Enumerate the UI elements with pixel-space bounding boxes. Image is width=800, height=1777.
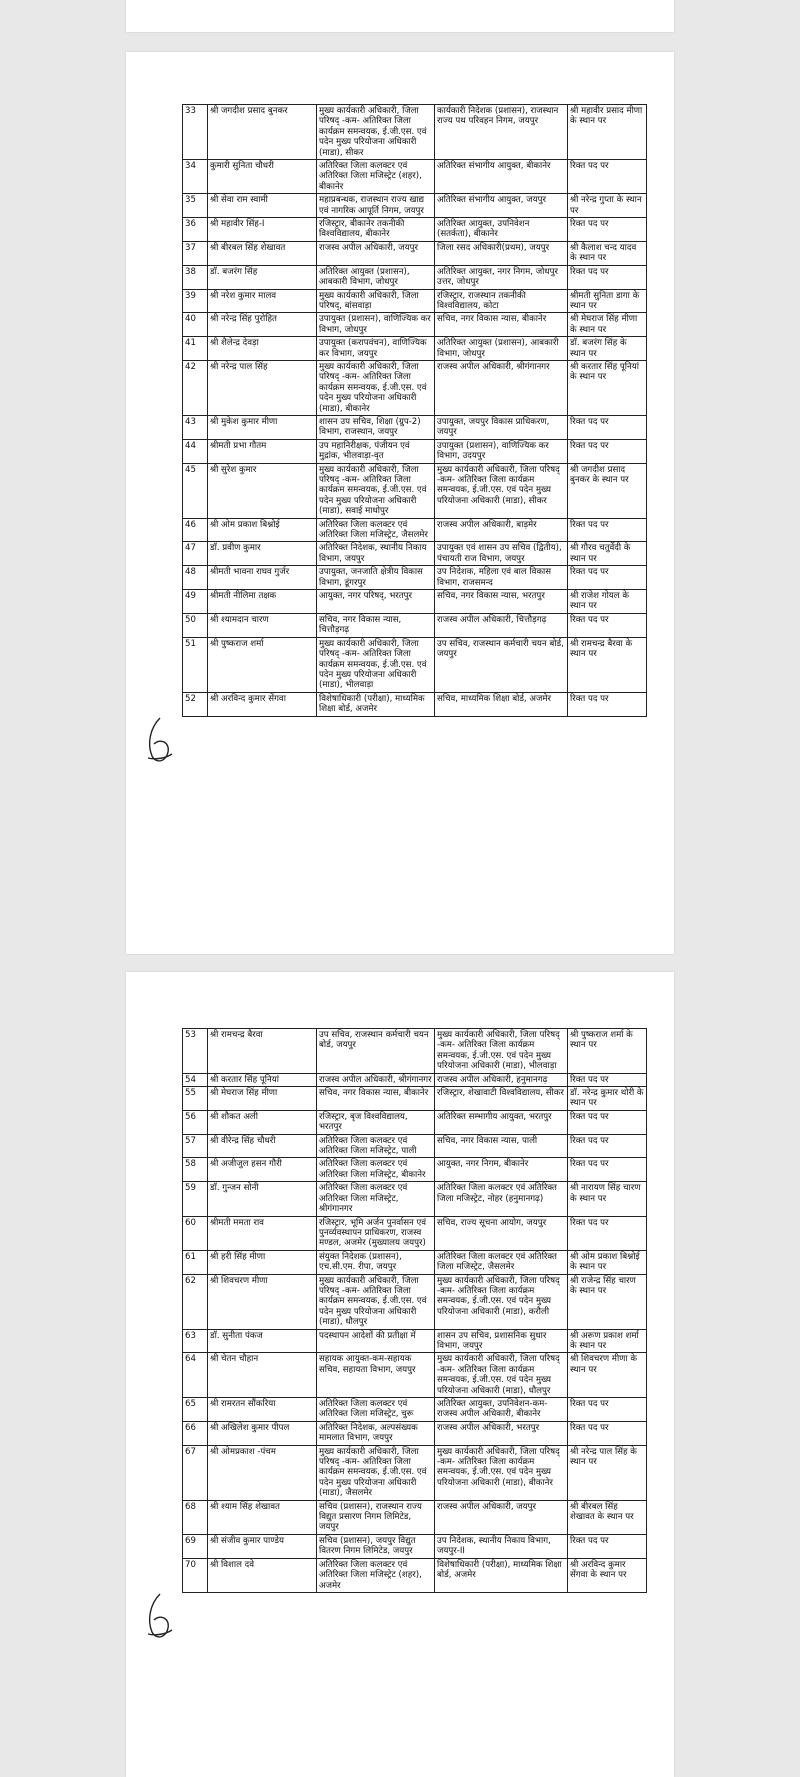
officer-name-cell: श्री सुरेश कुमार [208, 463, 317, 518]
new-posting-cell: उपायुक्त एवं शासन उप सचिव (द्वितीय), पंचायती राज विभाग, जयपुर [435, 542, 568, 566]
officer-name-cell: श्री महावीर सिंह-I [208, 218, 317, 242]
table-row [183, 1398, 647, 1422]
replacement-note-cell: श्री नरेन्द्र पाल सिंह के स्थान पर [568, 1445, 647, 1500]
replacement-note-cell: श्री शिवचरण मीणा के स्थान पर [568, 1353, 647, 1398]
officer-name-cell: श्री रामचन्द्र बैरवा [208, 1029, 317, 1074]
new-posting-cell: सचिव, नगर विकास न्यास, पाली [435, 1134, 568, 1158]
replacement-note-cell: श्री गौरव चतुर्वेदी के स्थान पर [568, 542, 647, 566]
officer-name-cell: श्री ओम प्रकाश बिश्नोई [208, 518, 317, 542]
serial-number-cell: 54 [183, 1073, 208, 1086]
officer-name-cell: श्रीमती प्रभा गौतम [208, 439, 317, 463]
table-row [183, 337, 647, 361]
replacement-note-cell: श्री राजेन्द्र सिंह चारण के स्थान पर [568, 1274, 647, 1329]
current-posting-cell: उपायुक्त (करापवंचन), वाणिज्यिक कर विभाग, जयपुर [317, 337, 435, 361]
table-row [183, 313, 647, 337]
table-row [183, 415, 647, 439]
officer-name-cell: श्री शैलेन्द्र देवड़ा [208, 337, 317, 361]
serial-number-cell: 33 [183, 105, 208, 160]
new-posting-cell: रजिस्ट्रार, राजस्थान तकनीकी विश्वविद्यालय, कोटा [435, 289, 568, 313]
current-posting-cell: अतिरिक्त निदेशक, स्थानीय निकाय विभाग, जयपुर [317, 542, 435, 566]
replacement-note-cell: रिक्त पद पर [568, 1534, 647, 1558]
replacement-note-cell: श्री नरेन्द्र गुप्ता के स्थान पर [568, 194, 647, 218]
serial-number-cell: 69 [183, 1534, 208, 1558]
officer-name-cell: श्री अजीजुल हसन गौरी [208, 1158, 317, 1182]
officer-name-cell: श्री सेवा राम स्वामी [208, 194, 317, 218]
new-posting-cell: अतिरिक्त आयुक्त (प्रशासन), आबकारी विभाग, जोधपुर [435, 337, 568, 361]
current-posting-cell: मुख्य कार्यकारी अधिकारी, जिला परिषद् -कम- अतिरिक्त जिला कार्यक्रम समन्वयक, ई.जी.एस. एवं पदेन मुख्य परियोजना अधिकारी (माडा), धौलपुर [317, 1274, 435, 1329]
serial-number-cell: 60 [183, 1216, 208, 1250]
officer-name-cell: श्री श्याम सिंह शेखावत [208, 1500, 317, 1534]
table-row [183, 1158, 647, 1182]
current-posting-cell: संयुक्त निदेशक (प्रशासन), एच.सी.एम. रीपा, जयपुर [317, 1250, 435, 1274]
replacement-note-cell: रिक्त पद पर [568, 218, 647, 242]
current-posting-cell: अतिरिक्त जिला कलक्टर एवं अतिरिक्त जिला मजिस्ट्रेट, चुरू [317, 1398, 435, 1422]
table-row [183, 590, 647, 614]
serial-number-cell: 41 [183, 337, 208, 361]
signature-mark [142, 714, 176, 768]
new-posting-cell: सचिव, माध्यमिक शिक्षा बोर्ड, अजमेर [435, 692, 568, 716]
table-row [183, 1534, 647, 1558]
table-row [183, 1134, 647, 1158]
serial-number-cell: 37 [183, 241, 208, 265]
current-posting-cell: अतिरिक्त जिला कलक्टर एवं अतिरिक्त जिला मजिस्ट्रेट, पाली [317, 1134, 435, 1158]
officer-name-cell: श्री करतार सिंह पूनियां [208, 1073, 317, 1086]
new-posting-cell: राजस्व अपील अधिकारी, जयपुर [435, 1500, 568, 1534]
new-posting-cell: अतिरिक्त आयुक्त, उपनिवेशन-कम-राजस्व अपील अधिकारी, बीकानेर [435, 1398, 568, 1422]
officer-name-cell: श्री नरेन्द्र पाल सिंह [208, 360, 317, 415]
replacement-note-cell: रिक्त पद पर [568, 613, 647, 637]
serial-number-cell: 65 [183, 1398, 208, 1422]
officer-name-cell: श्री ओमप्रकाश -पंचम [208, 1445, 317, 1500]
new-posting-cell: अतिरिक्त आयुक्त, उपनिवेशन (सतर्कता), बीकानेर [435, 218, 568, 242]
new-posting-cell: मुख्य कार्यकारी अधिकारी, जिला परिषद् -कम- अतिरिक्त जिला कार्यक्रम समन्वयक, ई.जी.एस. एवं पदेन मुख्य परियोजना अधिकारी (माडा), भीलवाड़ा [435, 1029, 568, 1074]
new-posting-cell: अतिरिक्त जिला कलक्टर एवं अतिरिक्त जिला मजिस्ट्रेट, नोहर (हनुमानगढ़) [435, 1182, 568, 1216]
new-posting-cell: मुख्य कार्यकारी अधिकारी, जिला परिषद् -कम- अतिरिक्त जिला कार्यक्रम समन्वयक, ई.जी.एस. एवं पदेन मुख्य परियोजना अधिकारी (माडा), सीकर [435, 463, 568, 518]
table-row [183, 463, 647, 518]
serial-number-cell: 68 [183, 1500, 208, 1534]
serial-number-cell: 56 [183, 1110, 208, 1134]
replacement-note-cell: रिक्त पद पर [568, 1110, 647, 1134]
new-posting-cell: राजस्व अपील अधिकारी, बाड़मेर [435, 518, 568, 542]
new-posting-cell: अतिरिक्त आयुक्त, नगर निगम, जोधपुर उत्तर, जोधपुर [435, 265, 568, 289]
replacement-note-cell: श्री कैलाश चन्द यादव के स्थान पर [568, 241, 647, 265]
replacement-note-cell: श्री बीरबल सिंह शेखावत के स्थान पर [568, 1500, 647, 1534]
replacement-note-cell: रिक्त पद पर [568, 1158, 647, 1182]
current-posting-cell: उप सचिव, राजस्थान कर्मचारी चयन बोर्ड, जयपुर [317, 1029, 435, 1074]
replacement-note-cell: श्री राजेश गोयल के स्थान पर [568, 590, 647, 614]
document-page-1 [126, 52, 674, 954]
current-posting-cell: उपायुक्त (प्रशासन), वाणिज्यिक कर विभाग, जोधपुर [317, 313, 435, 337]
officer-name-cell: श्रीमती नीलिमा तक्षक [208, 590, 317, 614]
current-posting-cell: अतिरिक्त निदेशक, अल्पसंख्यक मामलात विभाग, जयपुर [317, 1421, 435, 1445]
officer-name-cell: श्री शिवचरण मीणा [208, 1274, 317, 1329]
table-row [183, 218, 647, 242]
current-posting-cell: मुख्य कार्यकारी अधिकारी, जिला परिषद् -कम- अतिरिक्त जिला कार्यक्रम समन्वयक, ई.जी.एस. एवं पदेन मुख्य परियोजना अधिकारी (माडा), भीलवाड़ा [317, 637, 435, 692]
new-posting-cell: उप निदेशक, महिला एवं बाल विकास विभाग, राजसमन्द [435, 566, 568, 590]
officer-name-cell: श्री वीरेन्द्र सिंह चौधरी [208, 1134, 317, 1158]
serial-number-cell: 57 [183, 1134, 208, 1158]
table-row [183, 439, 647, 463]
replacement-note-cell: श्री नारायण सिंह चारण के स्थान पर [568, 1182, 647, 1216]
table-row [183, 1329, 647, 1353]
serial-number-cell: 64 [183, 1353, 208, 1398]
table-row [183, 566, 647, 590]
serial-number-cell: 35 [183, 194, 208, 218]
serial-number-cell: 63 [183, 1329, 208, 1353]
officer-name-cell: श्री नरेन्द्र सिंह पुरोहित [208, 313, 317, 337]
serial-number-cell: 49 [183, 590, 208, 614]
new-posting-cell: राजस्व अपील अधिकारी, हनुमानगढ़ [435, 1073, 568, 1086]
current-posting-cell: महाप्रबन्धक, राजस्थान राज्य खाद्य एवं नागरिक आपूर्ति निगम, जयपुर [317, 194, 435, 218]
replacement-note-cell: श्री जगदीश प्रसाद बुनकर के स्थान पर [568, 463, 647, 518]
table-row [183, 194, 647, 218]
serial-number-cell: 70 [183, 1558, 208, 1592]
current-posting-cell: मुख्य कार्यकारी अधिकारी, जिला परिषद् -कम- अतिरिक्त जिला कार्यक्रम समन्वयक, ई.जी.एस. एवं पदेन मुख्य परियोजना अधिकारी (माडा), जैसलमेर [317, 1445, 435, 1500]
table-row [183, 105, 647, 160]
table-row [183, 265, 647, 289]
transfer-table-page-2 [182, 1028, 647, 1593]
new-posting-cell: शासन उप सचिव, प्रशासनिक सुधार विभाग, जयपुर [435, 1329, 568, 1353]
table-row [183, 1274, 647, 1329]
serial-number-cell: 58 [183, 1158, 208, 1182]
officer-name-cell: श्रीमती ममता राव [208, 1216, 317, 1250]
officer-name-cell: श्री जगदीश प्रसाद बुनकर [208, 105, 317, 160]
replacement-note-cell: श्रीमती सुनिता डागा के स्थान पर [568, 289, 647, 313]
serial-number-cell: 61 [183, 1250, 208, 1274]
current-posting-cell: उपायुक्त, जनजाति क्षेत्रीय विकास विभाग, डूंगरपुर [317, 566, 435, 590]
serial-number-cell: 66 [183, 1421, 208, 1445]
replacement-note-cell: रिक्त पद पर [568, 160, 647, 194]
officer-name-cell: श्री चेतन चौहान [208, 1353, 317, 1398]
current-posting-cell: शासन उप सचिव, शिक्षा (ग्रुप-2) विभाग, राजस्थान, जयपुर [317, 415, 435, 439]
table-row [183, 1250, 647, 1274]
table-row [183, 1500, 647, 1534]
table-row [183, 613, 647, 637]
current-posting-cell: उप महानिरीक्षक, पंजीयन एवं मुद्रांक, भीलवाड़ा-वृत [317, 439, 435, 463]
table-row [183, 1445, 647, 1500]
officer-name-cell: कुमारी सुनिता चौधरी [208, 160, 317, 194]
officer-name-cell: डॉ. गुन्जन सोनी [208, 1182, 317, 1216]
current-posting-cell: अतिरिक्त जिला कलक्टर एवं अतिरिक्त जिला मजिस्ट्रेट (शहर), बीकानेर [317, 160, 435, 194]
replacement-note-cell: रिक्त पद पर [568, 1421, 647, 1445]
table-row [183, 289, 647, 313]
table-row [183, 637, 647, 692]
new-posting-cell: सचिव, नगर विकास न्यास, बीकानेर [435, 313, 568, 337]
current-posting-cell: मुख्य कार्यकारी अधिकारी, जिला परिषद् -कम- अतिरिक्त जिला कार्यक्रम समन्वयक, ई.जी.एस. एवं पदेन मुख्य परियोजना अधिकारी (माडा), बीकानेर [317, 360, 435, 415]
replacement-note-cell: श्री रामचन्द्र बैरवा के स्थान पर [568, 637, 647, 692]
serial-number-cell: 34 [183, 160, 208, 194]
serial-number-cell: 67 [183, 1445, 208, 1500]
replacement-note-cell: डॉ. नरेन्द्र कुमार थोरी के स्थान पर [568, 1087, 647, 1111]
replacement-note-cell: रिक्त पद पर [568, 1398, 647, 1422]
officer-name-cell: श्री मुकेश कुमार मीणा [208, 415, 317, 439]
officer-name-cell: डॉ. बजरंग सिंह [208, 265, 317, 289]
table-row [183, 692, 647, 716]
table-row [183, 160, 647, 194]
replacement-note-cell: श्री अरूण प्रकाश शर्मा के स्थान पर [568, 1329, 647, 1353]
new-posting-cell: विशेषाधिकारी (परीक्षा), माध्यमिक शिक्षा बोर्ड, अजमेर [435, 1558, 568, 1592]
serial-number-cell: 46 [183, 518, 208, 542]
replacement-note-cell: रिक्त पद पर [568, 1073, 647, 1086]
current-posting-cell: सहायक आयुक्त-कम-सहायक सचिव, सहायता विभाग, जयपुर [317, 1353, 435, 1398]
table-row [183, 1558, 647, 1592]
current-posting-cell: सचिव (प्रशासन), जयपुर विद्युत वितरण निगम लिमिटेड, जयपुर [317, 1534, 435, 1558]
current-posting-cell: मुख्य कार्यकारी अधिकारी, जिला परिषद्, बांसवाड़ा [317, 289, 435, 313]
new-posting-cell: उप निदेशक, स्थानीय निकाय विभाग, जयपुर-II [435, 1534, 568, 1558]
new-posting-cell: सचिव, राज्य सूचना आयोग, जयपुर [435, 1216, 568, 1250]
current-posting-cell: अतिरिक्त आयुक्त (प्रशासन), आबकारी विभाग, जोधपुर [317, 265, 435, 289]
serial-number-cell: 50 [183, 613, 208, 637]
replacement-note-cell: श्री अरविन्द कुमार सेंगवा के स्थान पर [568, 1558, 647, 1592]
replacement-note-cell: रिक्त पद पर [568, 415, 647, 439]
table-row [183, 1073, 647, 1086]
serial-number-cell: 47 [183, 542, 208, 566]
replacement-note-cell: श्री करतार सिंह पूनियां के स्थान पर [568, 360, 647, 415]
table-row [183, 1087, 647, 1111]
serial-number-cell: 45 [183, 463, 208, 518]
replacement-note-cell: रिक्त पद पर [568, 566, 647, 590]
table-row [183, 1421, 647, 1445]
serial-number-cell: 55 [183, 1087, 208, 1111]
current-posting-cell: आयुक्त, नगर परिषद्, भरतपुर [317, 590, 435, 614]
new-posting-cell: उपायुक्त (प्रशासन), वाणिज्यिक कर विभाग, उदयपुर [435, 439, 568, 463]
officer-name-cell: डॉ. सुनीता पंकज [208, 1329, 317, 1353]
replacement-note-cell: रिक्त पद पर [568, 518, 647, 542]
serial-number-cell: 38 [183, 265, 208, 289]
officer-name-cell: श्री अरविन्द कुमार सेंगवा [208, 692, 317, 716]
new-posting-cell: मुख्य कार्यकारी अधिकारी, जिला परिषद् -कम- अतिरिक्त जिला कार्यक्रम समन्वयक, ई.जी.एस. एवं पदेन मुख्य परियोजना अधिकारी (माडा), करौली [435, 1274, 568, 1329]
table-row [183, 518, 647, 542]
serial-number-cell: 43 [183, 415, 208, 439]
replacement-note-cell: डॉ. बजरंग सिंह के स्थान पर [568, 337, 647, 361]
officer-name-cell: श्री बीरबल सिंह शेखावत [208, 241, 317, 265]
current-posting-cell: राजस्व अपील अधिकारी, जयपुर [317, 241, 435, 265]
current-posting-cell: मुख्य कार्यकारी अधिकारी, जिला परिषद् -कम- अतिरिक्त जिला कार्यक्रम समन्वयक, ई.जी.एस. एवं पदेन मुख्य परियोजना अधिकारी (माडा), सीकर [317, 105, 435, 160]
serial-number-cell: 42 [183, 360, 208, 415]
current-posting-cell: मुख्य कार्यकारी अधिकारी, जिला परिषद् -कम- अतिरिक्त जिला कार्यक्रम समन्वयक, ई.जी.एस. एवं पदेन मुख्य परियोजना अधिकारी (माडा), सवाई माधोपुर [317, 463, 435, 518]
officer-name-cell: श्री नरेश कुमार मालव [208, 289, 317, 313]
new-posting-cell: उपायुक्त, जयपुर विकास प्राधिकरण, जयपुर [435, 415, 568, 439]
officer-name-cell: श्री हरी सिंह मीणा [208, 1250, 317, 1274]
replacement-note-cell: रिक्त पद पर [568, 439, 647, 463]
new-posting-cell: मुख्य कार्यकारी अधिकारी, जिला परिषद् -कम- अतिरिक्त जिला कार्यक्रम समन्वयक, ई.जी.एस. एवं पदेन मुख्य परियोजना अधिकारी (माडा), बीकानेर [435, 1445, 568, 1500]
replacement-note-cell: रिक्त पद पर [568, 265, 647, 289]
replacement-note-cell: श्री मेघराज सिंह मीणा के स्थान पर [568, 313, 647, 337]
replacement-note-cell: श्री महावीर प्रसाद मीणा के स्थान पर [568, 105, 647, 160]
table-row [183, 360, 647, 415]
replacement-note-cell: श्री ओम प्रकाश बिश्नोई के स्थान पर [568, 1250, 647, 1274]
replacement-note-cell: श्री पुष्कराज शर्मा के स्थान पर [568, 1029, 647, 1074]
new-posting-cell: अतिरिक्त संभागीय आयुक्त, बीकानेर [435, 160, 568, 194]
current-posting-cell: पदस्थापन आदेशों की प्रतीक्षा में [317, 1329, 435, 1353]
table-row [183, 1029, 647, 1074]
table-row [183, 1182, 647, 1216]
signature-mark [142, 1590, 176, 1644]
serial-number-cell: 44 [183, 439, 208, 463]
officer-name-cell: डॉ. प्रवीण कुमार [208, 542, 317, 566]
current-posting-cell: सचिव, नगर विकास न्यास, चित्तौड़गढ़ [317, 613, 435, 637]
officer-name-cell: श्री शौकत अली [208, 1110, 317, 1134]
document-page-2 [126, 972, 674, 1777]
new-posting-cell: अतिरिक्त सम्भागीय आयुक्त, भरतपुर [435, 1110, 568, 1134]
current-posting-cell: अतिरिक्त जिला कलक्टर एवं अतिरिक्त जिला मजिस्ट्रेट, बीकानेर [317, 1158, 435, 1182]
current-posting-cell: अतिरिक्त जिला कलक्टर एवं अतिरिक्त जिला मजिस्ट्रेट, जैसलमेर [317, 518, 435, 542]
current-posting-cell: विशेषाधिकारी (परीक्षा), माध्यमिक शिक्षा बोर्ड, अजमेर [317, 692, 435, 716]
table-row [183, 241, 647, 265]
officer-name-cell: श्री रामरतन सौंकरिया [208, 1398, 317, 1422]
new-posting-cell: राजस्व अपील अधिकारी, भरतपुर [435, 1421, 568, 1445]
table-row [183, 1110, 647, 1134]
new-posting-cell: राजस्व अपील अधिकारी, चित्तौड़गढ़ [435, 613, 568, 637]
officer-name-cell: श्री अखिलेश कुमार पीपल [208, 1421, 317, 1445]
new-posting-cell: जिला रसद अधिकारी(प्रथम), जयपुर [435, 241, 568, 265]
serial-number-cell: 51 [183, 637, 208, 692]
current-posting-cell: रजिस्ट्रार, भूमि अर्जन पुनर्वासन एवं पुनर्व्यवस्थापन प्राधिकरण, राजस्व मण्डल, अजमेर (मुख्यालय जयपुर) [317, 1216, 435, 1250]
current-posting-cell: सचिव, नगर विकास न्यास, बीकानेर [317, 1087, 435, 1111]
new-posting-cell: आयुक्त, नगर निगम, बीकानेर [435, 1158, 568, 1182]
new-posting-cell: मुख्य कार्यकारी अधिकारी, जिला परिषद् -कम- अतिरिक्त जिला कार्यक्रम समन्वयक, ई.जी.एस. एवं पदेन मुख्य परियोजना अधिकारी (माडा), धौलपुर [435, 1353, 568, 1398]
officer-name-cell: श्री पुष्कराज शर्मा [208, 637, 317, 692]
serial-number-cell: 62 [183, 1274, 208, 1329]
current-posting-cell: अतिरिक्त जिला कलक्टर एवं अतिरिक्त जिला मजिस्ट्रेट, श्रीगंगानगर [317, 1182, 435, 1216]
transfer-table-page-1 [182, 104, 647, 717]
new-posting-cell: अतिरिक्त संभागीय आयुक्त, जयपुर [435, 194, 568, 218]
table-row [183, 1353, 647, 1398]
serial-number-cell: 40 [183, 313, 208, 337]
officer-name-cell: श्री संजीव कुमार पाण्डेय [208, 1534, 317, 1558]
replacement-note-cell: रिक्त पद पर [568, 1134, 647, 1158]
serial-number-cell: 52 [183, 692, 208, 716]
current-posting-cell: अतिरिक्त जिला कलक्टर एवं अतिरिक्त जिला मजिस्ट्रेट (शहर), अजमेर [317, 1558, 435, 1592]
serial-number-cell: 48 [183, 566, 208, 590]
replacement-note-cell: रिक्त पद पर [568, 1216, 647, 1250]
serial-number-cell: 36 [183, 218, 208, 242]
current-posting-cell: सचिव (प्रशासन), राजस्थान राज्य विद्युत प्रसारण निगम लिमिटेड, जयपुर [317, 1500, 435, 1534]
new-posting-cell: सचिव, नगर विकास न्यास, भरतपुर [435, 590, 568, 614]
officer-name-cell: श्री विशाल दवे [208, 1558, 317, 1592]
officer-name-cell: श्रीमती भावना राघव गुर्जर [208, 566, 317, 590]
new-posting-cell: कार्यकारी निदेशक (प्रशासन), राजस्थान राज्य पथ परिवहन निगम, जयपुर [435, 105, 568, 160]
serial-number-cell: 53 [183, 1029, 208, 1074]
new-posting-cell: अतिरिक्त जिला कलक्टर एवं अतिरिक्त जिला मजिस्ट्रेट, जैसलमेर [435, 1250, 568, 1274]
officer-name-cell: श्री श्यामदान चारण [208, 613, 317, 637]
table-row [183, 1216, 647, 1250]
replacement-note-cell: रिक्त पद पर [568, 692, 647, 716]
current-posting-cell: रजिस्ट्रार, बृज विश्वविद्यालय, भरतपुर [317, 1110, 435, 1134]
table-row [183, 542, 647, 566]
previous-page-fragment [126, 0, 674, 32]
current-posting-cell: रजिस्ट्रार, बीकानेर तकनीकी विश्वविद्यालय, बीकानेर [317, 218, 435, 242]
new-posting-cell: रजिस्ट्रार, शेखावाटी विश्वविद्यालय, सीकर [435, 1087, 568, 1111]
officer-name-cell: श्री मेघराज सिंह मीणा [208, 1087, 317, 1111]
serial-number-cell: 39 [183, 289, 208, 313]
new-posting-cell: राजस्व अपील अधिकारी, श्रीगंगानगर [435, 360, 568, 415]
current-posting-cell: राजस्व अपील अधिकारी, श्रीगंगानगर [317, 1073, 435, 1086]
serial-number-cell: 59 [183, 1182, 208, 1216]
new-posting-cell: उप सचिव, राजस्थान कर्मचारी चयन बोर्ड, जयपुर [435, 637, 568, 692]
